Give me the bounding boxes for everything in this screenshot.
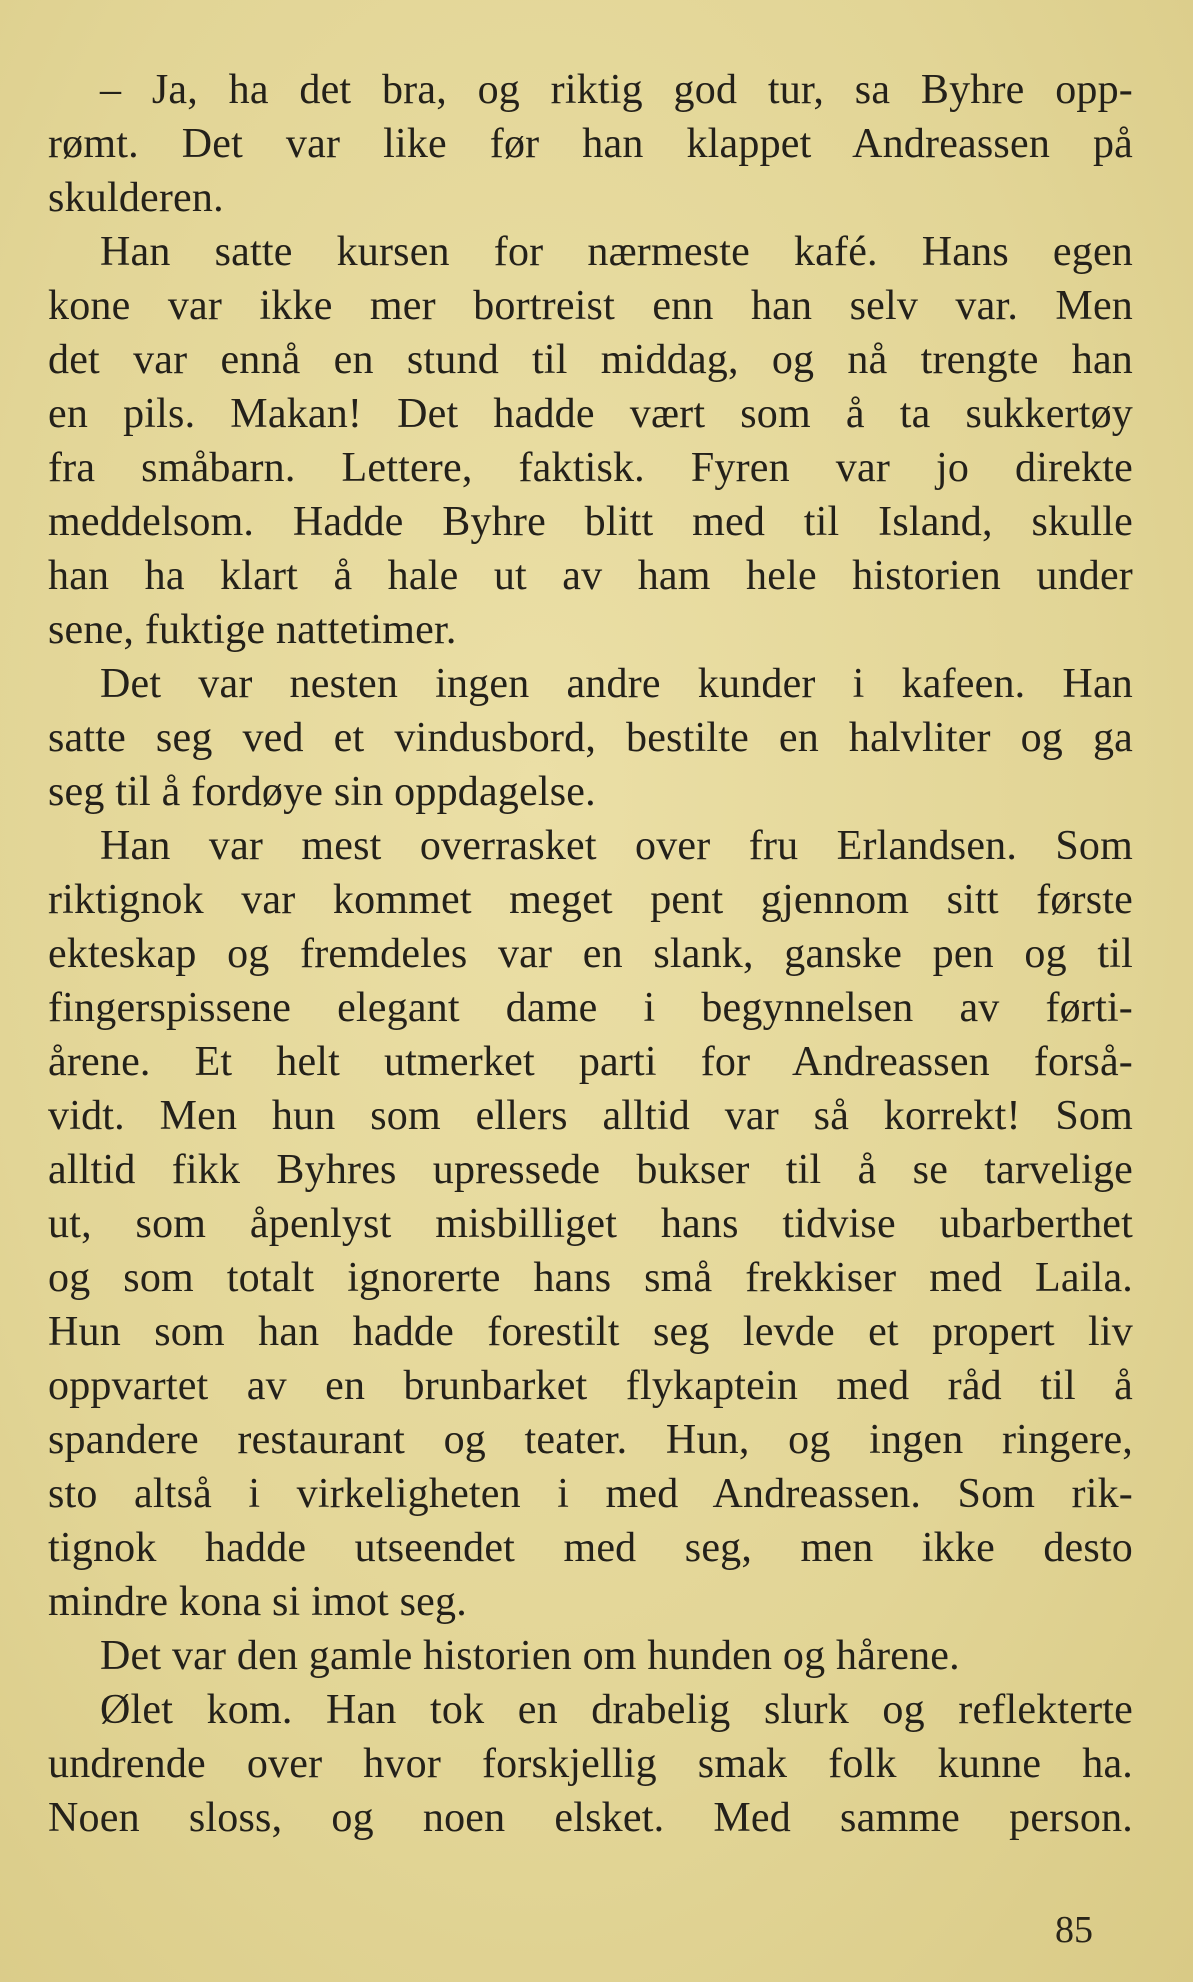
text-line-17: ekteskap og fremdeles var en slank, ganske pen og til xyxy=(48,931,1133,977)
text-line-19: årene. Et helt utmerket parti for Andreassen forså- xyxy=(48,1039,1133,1085)
text-line-9: meddelsom. Hadde Byhre blitt med til Island, skulle xyxy=(48,499,1133,545)
page-number: 85 xyxy=(1055,1909,1093,1951)
text-line-32: undrende over hvor forskjellig smak folk kunne ha. xyxy=(48,1741,1133,1787)
text-line-16: riktignok var kommet meget pent gjennom sitt første xyxy=(48,877,1133,923)
text-line-2: rømt. Det var like før han klappet Andreassen på xyxy=(48,121,1133,167)
text-line-23: og som totalt ignorerte hans små frekkiser med Laila. xyxy=(48,1255,1133,1301)
text-line-7: en pils. Makan! Det hadde vært som å ta sukkertøy xyxy=(48,391,1133,437)
text-line-25: oppvartet av en brunbarket flykaptein med råd til å xyxy=(48,1363,1133,1409)
text-line-6: det var ennå en stund til middag, og nå trengte han xyxy=(48,337,1133,383)
text-line-27: sto altså i virkeligheten i med Andreassen. Som rik- xyxy=(48,1471,1133,1517)
text-line-11: sene, fuktige nattetimer. xyxy=(48,607,457,653)
text-line-28: tignok hadde utseendet med seg, men ikke desto xyxy=(48,1525,1133,1571)
text-line-1: – Ja, ha det bra, og riktig god tur, sa Byhre opp- xyxy=(100,67,1133,113)
text-line-22: ut, som åpenlyst misbilliget hans tidvise ubarberthet xyxy=(48,1201,1133,1247)
text-line-5: kone var ikke mer bortreist enn han selv var. Men xyxy=(48,283,1133,329)
text-line-10: han ha klart å hale ut av ham hele historien under xyxy=(48,553,1133,599)
text-line-21: alltid fikk Byhres upressede bukser til å se tarvelige xyxy=(48,1147,1133,1193)
text-line-30: Det var den gamle historien om hunden og hårene. xyxy=(100,1633,960,1679)
text-line-29: mindre kona si imot seg. xyxy=(48,1579,467,1625)
text-line-3: skulderen. xyxy=(48,175,224,221)
text-line-12: Det var nesten ingen andre kunder i kafeen. Han xyxy=(100,661,1133,707)
text-line-18: fingerspissene elegant dame i begynnelsen av førti- xyxy=(48,985,1133,1031)
text-line-13: satte seg ved et vindusbord, bestilte en halvliter og ga xyxy=(48,715,1133,761)
text-line-15: Han var mest overrasket over fru Erlandsen. Som xyxy=(100,823,1133,869)
text-line-33: Noen sloss, og noen elsket. Med samme person. xyxy=(48,1795,1133,1841)
text-line-8: fra småbarn. Lettere, faktisk. Fyren var jo direkte xyxy=(48,445,1133,491)
text-line-31: Ølet kom. Han tok en drabelig slurk og reflekterte xyxy=(100,1687,1133,1733)
text-line-20: vidt. Men hun som ellers alltid var så korrekt! Som xyxy=(48,1093,1133,1139)
text-line-26: spandere restaurant og teater. Hun, og ingen ringere, xyxy=(48,1417,1133,1463)
text-line-24: Hun som han hadde forestilt seg levde et propert liv xyxy=(48,1309,1133,1355)
text-line-4: Han satte kursen for nærmeste kafé. Hans egen xyxy=(100,229,1133,275)
text-line-14: seg til å fordøye sin oppdagelse. xyxy=(48,769,596,815)
